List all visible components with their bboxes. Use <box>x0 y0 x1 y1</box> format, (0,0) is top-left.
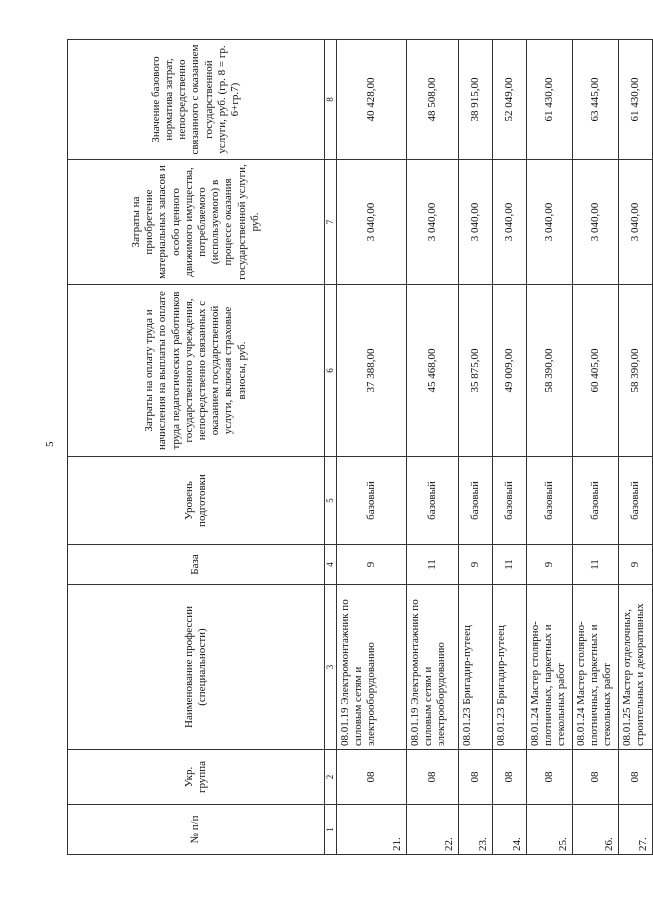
column-number: 5 <box>325 457 337 545</box>
norm-value: 61 430,00 <box>618 40 652 160</box>
base-value: 9 <box>618 545 652 585</box>
row-number: 23. <box>458 805 492 855</box>
table-row <box>406 40 458 855</box>
row-number: 27. <box>618 805 652 855</box>
row-number: 25. <box>526 805 572 855</box>
table-row <box>336 40 406 855</box>
base-value: 9 <box>526 545 572 585</box>
page-number: 5 <box>44 441 56 447</box>
labor-cost: 58 390,00 <box>618 285 652 457</box>
base-value: 9 <box>458 545 492 585</box>
labor-cost: 45 468,00 <box>406 285 458 457</box>
profession-name: 08.01.24 Мастер столярно-плотничных, паркетных и стекольных работ <box>526 585 572 750</box>
column-number: 6 <box>325 285 337 457</box>
column-number: 4 <box>325 545 337 585</box>
rotated-table-wrapper <box>67 40 649 855</box>
header-cell: № п/п <box>68 805 325 855</box>
norm-value: 38 915,00 <box>458 40 492 160</box>
norm-value: 61 430,00 <box>526 40 572 160</box>
table-row <box>492 40 526 855</box>
column-number-row <box>325 40 337 855</box>
level-value: базовый <box>526 457 572 545</box>
row-number: 26. <box>572 805 618 855</box>
materials-cost: 3 040,00 <box>492 160 526 285</box>
header-row <box>68 40 325 855</box>
labor-cost: 35 875,00 <box>458 285 492 457</box>
norm-value: 52 049,00 <box>492 40 526 160</box>
column-number: 2 <box>325 750 337 805</box>
group-code: 08 <box>572 750 618 805</box>
base-value: 11 <box>406 545 458 585</box>
level-value: базовый <box>458 457 492 545</box>
materials-cost: 3 040,00 <box>336 160 406 285</box>
profession-name: 08.01.23 Бригадир-путеец <box>492 585 526 750</box>
group-code: 08 <box>492 750 526 805</box>
group-code: 08 <box>526 750 572 805</box>
materials-cost: 3 040,00 <box>406 160 458 285</box>
level-value: базовый <box>406 457 458 545</box>
header-cell: Значение базового норматива затрат, непосредственно связанного с оказанием государственной услуги, руб. (гр. 8 = гр. 6+гр.7) <box>68 40 325 160</box>
profession-name: 08.01.19 Электромонтажник по силовым сетям и электрооборудованию <box>336 585 406 750</box>
header-cell: Затраты на приобретение материальных запасов и особо ценного движимого имущества, потребляемого (используемого) в процессе оказания государственной услуги, руб. <box>68 160 325 285</box>
table-row <box>618 40 652 855</box>
cost-norms-table <box>67 39 653 855</box>
table-row <box>572 40 618 855</box>
level-value: базовый <box>618 457 652 545</box>
profession-name: 08.01.23 Бригадир-путеец <box>458 585 492 750</box>
group-code: 08 <box>406 750 458 805</box>
base-value: 11 <box>492 545 526 585</box>
group-code: 08 <box>458 750 492 805</box>
materials-cost: 3 040,00 <box>618 160 652 285</box>
base-value: 9 <box>336 545 406 585</box>
level-value: базовый <box>572 457 618 545</box>
header-cell: Уровень подготовки <box>68 457 325 545</box>
column-number: 8 <box>325 40 337 160</box>
materials-cost: 3 040,00 <box>572 160 618 285</box>
profession-name: 08.01.19 Электромонтажник по силовым сетям и электрооборудованию <box>406 585 458 750</box>
column-number: 1 <box>325 805 337 855</box>
header-cell: Укр. группа <box>68 750 325 805</box>
labor-cost: 37 388,00 <box>336 285 406 457</box>
norm-value: 63 445,00 <box>572 40 618 160</box>
table-row <box>458 40 492 855</box>
column-number: 7 <box>325 160 337 285</box>
profession-name: 08.01.24 Мастер столярно-плотничных, паркетных и стекольных работ <box>572 585 618 750</box>
table-row <box>526 40 572 855</box>
level-value: базовый <box>336 457 406 545</box>
header-cell: Затраты на оплату труда и начисления на выплаты по оплате труда педагогических работников государственного учреждения, непосредственно связанных с оказанием государственной услуги, включая страховые взносы, руб. <box>68 285 325 457</box>
base-value: 11 <box>572 545 618 585</box>
materials-cost: 3 040,00 <box>458 160 492 285</box>
labor-cost: 49 009,00 <box>492 285 526 457</box>
level-value: базовый <box>492 457 526 545</box>
row-number: 21. <box>336 805 406 855</box>
labor-cost: 60 405,00 <box>572 285 618 457</box>
norm-value: 40 428,00 <box>336 40 406 160</box>
labor-cost: 58 390,00 <box>526 285 572 457</box>
header-cell: База <box>68 545 325 585</box>
header-cell: Наименование профессии (специальности) <box>68 585 325 750</box>
profession-name: 08.01.25 Мастер отделочных, строительных и декоративных <box>618 585 652 750</box>
column-number: 3 <box>325 585 337 750</box>
row-number: 22. <box>406 805 458 855</box>
row-number: 24. <box>492 805 526 855</box>
norm-value: 48 508,00 <box>406 40 458 160</box>
materials-cost: 3 040,00 <box>526 160 572 285</box>
group-code: 08 <box>618 750 652 805</box>
group-code: 08 <box>336 750 406 805</box>
